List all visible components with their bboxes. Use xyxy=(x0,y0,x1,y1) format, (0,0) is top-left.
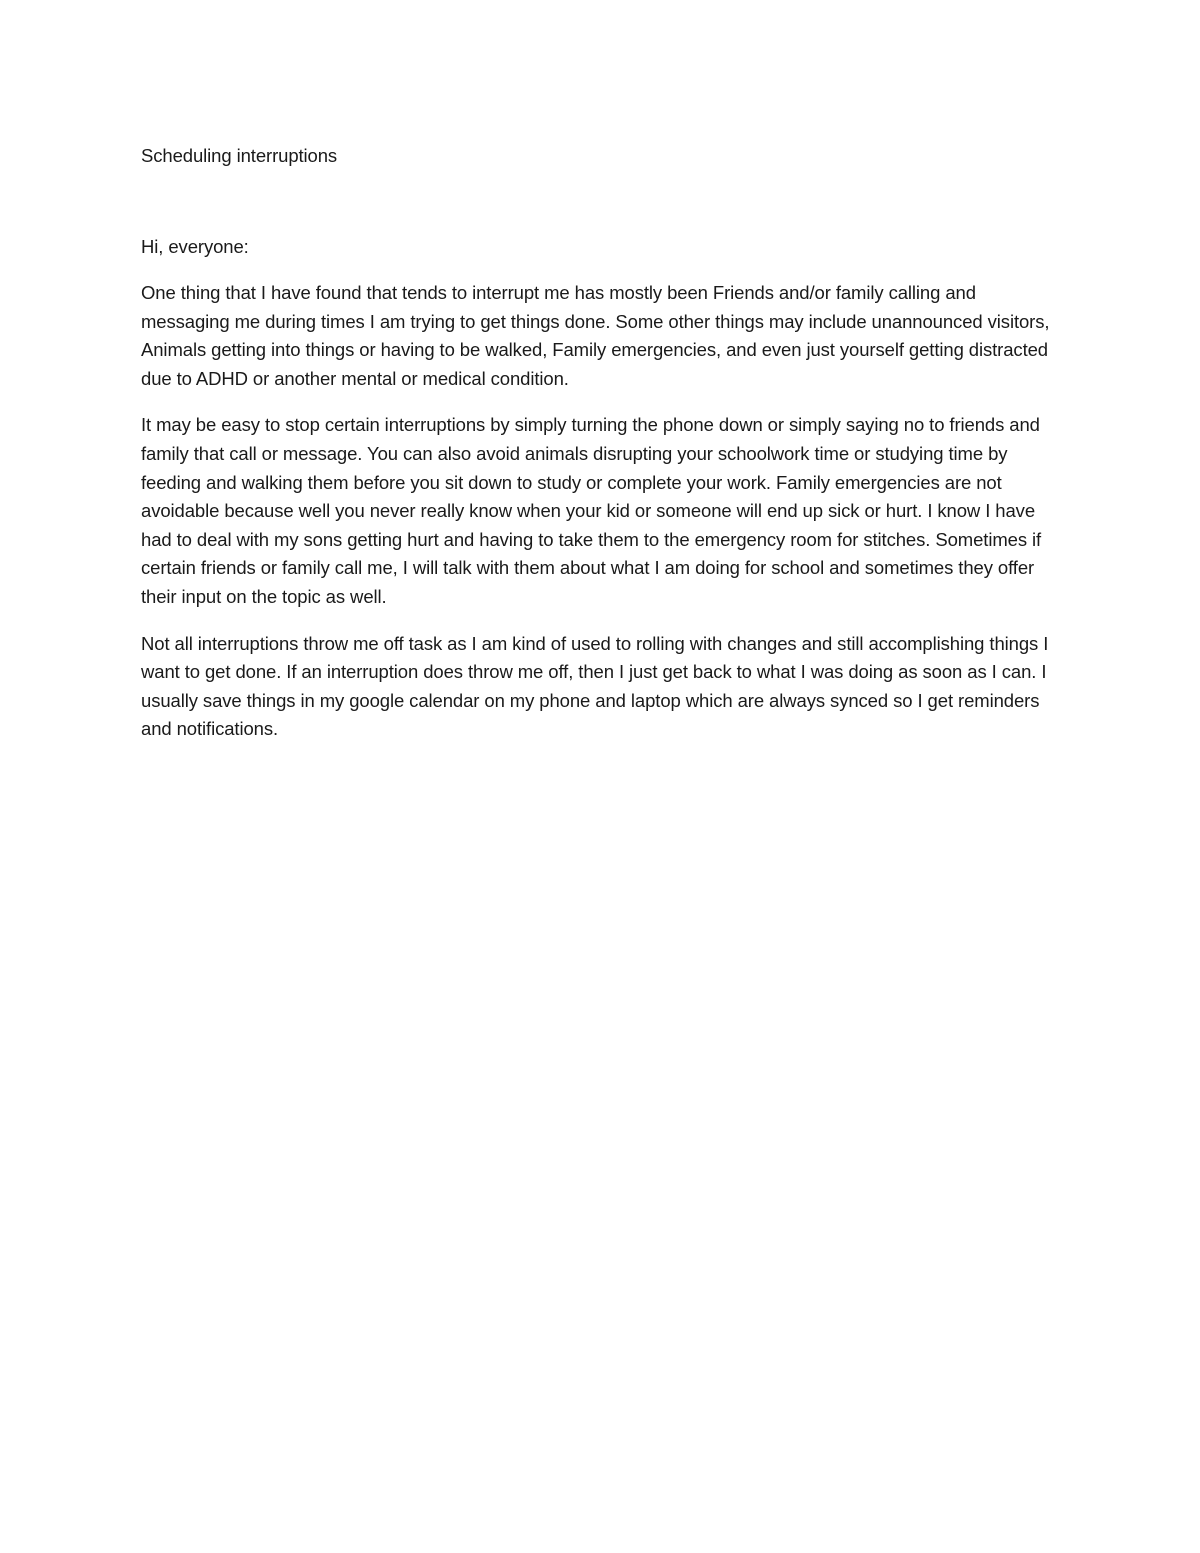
paragraph-2: It may be easy to stop certain interruptions by simply turning the phone down or simply saying no to friends and family that call or message. You can also avoid animals disrupting your schoolwork time or studying time by feeding and walking them before you sit down to study or complete your work. Family emergencies are not avoidable because well you never really know when your kid or someone will end up sick or hurt. I know I have had to deal with my sons getting hurt and having to take them to the emergency room for stitches. Sometimes if certain friends or family call me, I will talk with them about what I am doing for school and sometimes they offer their input on the topic as well. xyxy=(141,414,1042,607)
paragraph-1: One thing that I have found that tends to interrupt me has mostly been Friends and/or family calling and messaging me during times I am trying to get things done. Some other things may include unannounced visitors, Animals getting into things or having to be walked, Family emergencies, and even just yourself getting distracted due to ADHD or another mental or medical condition. xyxy=(141,282,1050,389)
greeting-line: Hi, everyone: xyxy=(141,236,249,257)
document-title: Scheduling interruptions xyxy=(141,145,338,166)
document-body xyxy=(141,142,1061,744)
paragraph-3: Not all interruptions throw me off task as I am kind of used to rolling with changes and still accomplishing things I want to get done. If an interruption does throw me off, then I just get back to what I was doing as soon as I can. I usually save things in my google calendar on my phone and laptop which are always synced so I get reminders and notifications. xyxy=(141,632,1049,740)
